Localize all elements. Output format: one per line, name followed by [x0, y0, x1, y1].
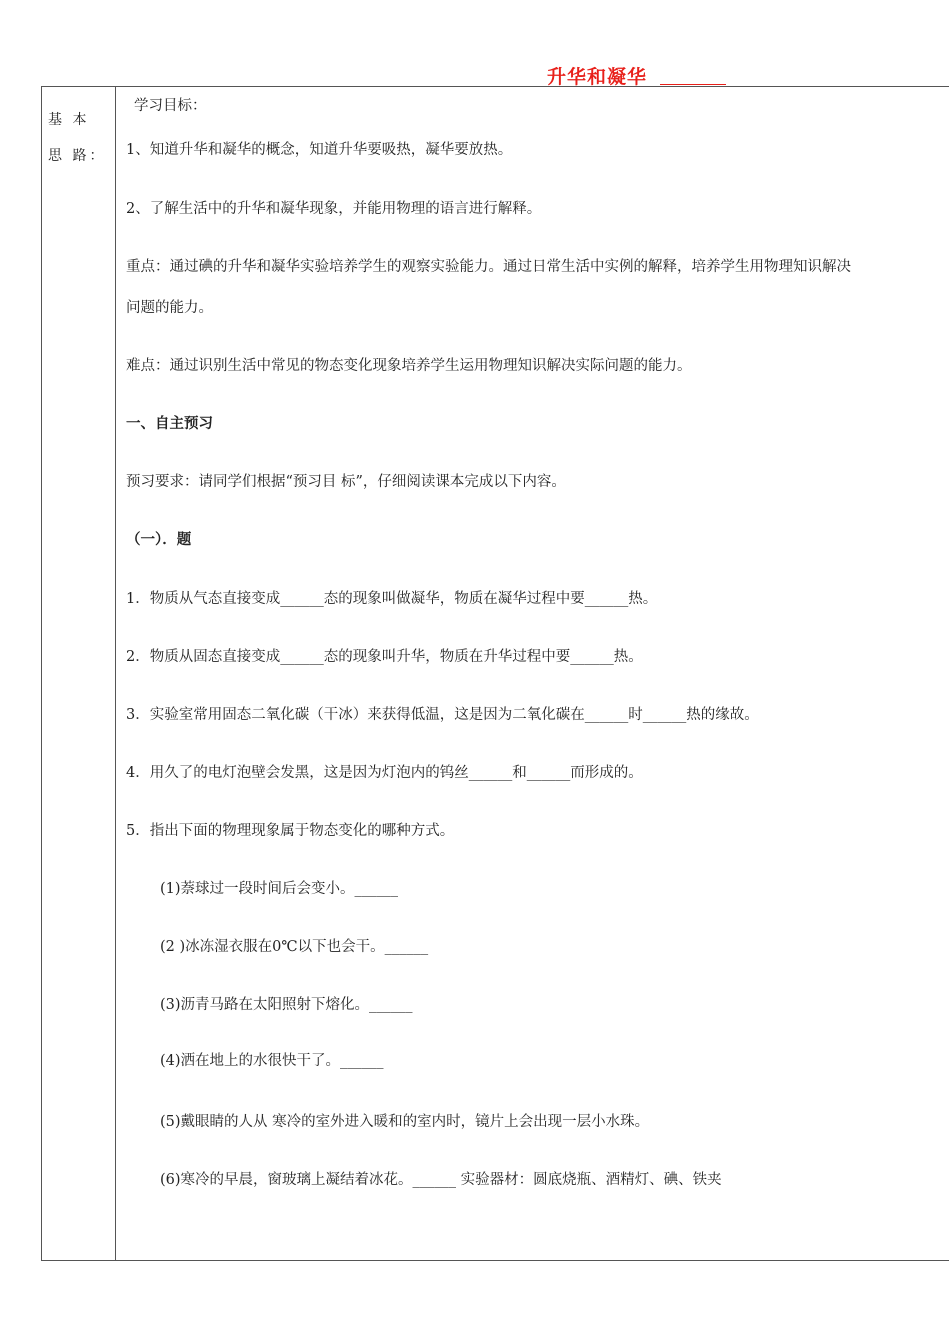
subsection-heading: （一）．题 [126, 532, 192, 548]
question-1: 1．物质从气态直接变成______态的现象叫做凝华，物质在凝华过程中要______热。 [126, 591, 658, 607]
question-5-item-6: (6)寒冷的早晨，窗玻璃上凝结着冰花。______ 实验器材：圆底烧瓶、酒精灯、碘、铁夹 [160, 1172, 722, 1188]
question-5-item-5: (5)戴眼睛的人从 寒冷的室外进入暖和的室内时，镜片上会出现一层小水珠。 [160, 1114, 650, 1130]
question-2: 2．物质从固态直接变成______态的现象叫升华，物质在升华过程中要______热。 [126, 649, 643, 665]
question-3: 3．实验室常用固态二氧化碳（干冰）来获得低温，这是因为二氧化碳在______时______热的缘故。 [126, 707, 759, 723]
goal-2: 2、了解生活中的升华和凝华现象，并能用物理的语言进行解释。 [126, 201, 542, 217]
title-underline [660, 84, 726, 85]
difficulty-point: 难点：通过识别生活中常见的物态变化现象培养学生运用物理知识解决实际问题的能力。 [126, 358, 692, 374]
preview-requirement: 预习要求：请同学们根据“预习目 标”，仔细阅读课本完成以下内容。 [126, 474, 566, 490]
question-5-item-1: (1)萘球过一段时间后会变小。______ [160, 881, 399, 897]
question-5-item-4: (4)洒在地上的水很快干了。______ [160, 1053, 384, 1069]
column-divider [115, 86, 116, 1261]
question-5: 5．指出下面的物理现象属于物态变化的哪种方式。 [126, 823, 455, 839]
question-5-item-3: (3)沥青马路在太阳照射下熔化。______ [160, 997, 413, 1013]
question-5-item-2: (2 )冰冻湿衣服在0℃以下也会干。______ [160, 939, 429, 955]
side-label: 基 本 思 路： [48, 112, 107, 164]
learning-goals-heading: 学习目标： [134, 98, 207, 114]
key-point-line-2: 问题的能力。 [126, 300, 213, 316]
question-4: 4．用久了的电灯泡壁会发黑，这是因为灯泡内的钨丝______和______而形成的。 [126, 765, 643, 781]
key-point-line-1: 重点：通过碘的升华和凝华实验培养学生的观察实验能力。通过日常生活中实例的解释，培养学生用物理知识解决 [126, 259, 851, 275]
page-title: 升华和凝华 [547, 66, 648, 88]
goal-1: 1、知道升华和凝华的概念，知道升华要吸热，凝华要放热。 [126, 142, 513, 158]
section-heading-self-preview: 一、自主预习 [126, 416, 213, 432]
